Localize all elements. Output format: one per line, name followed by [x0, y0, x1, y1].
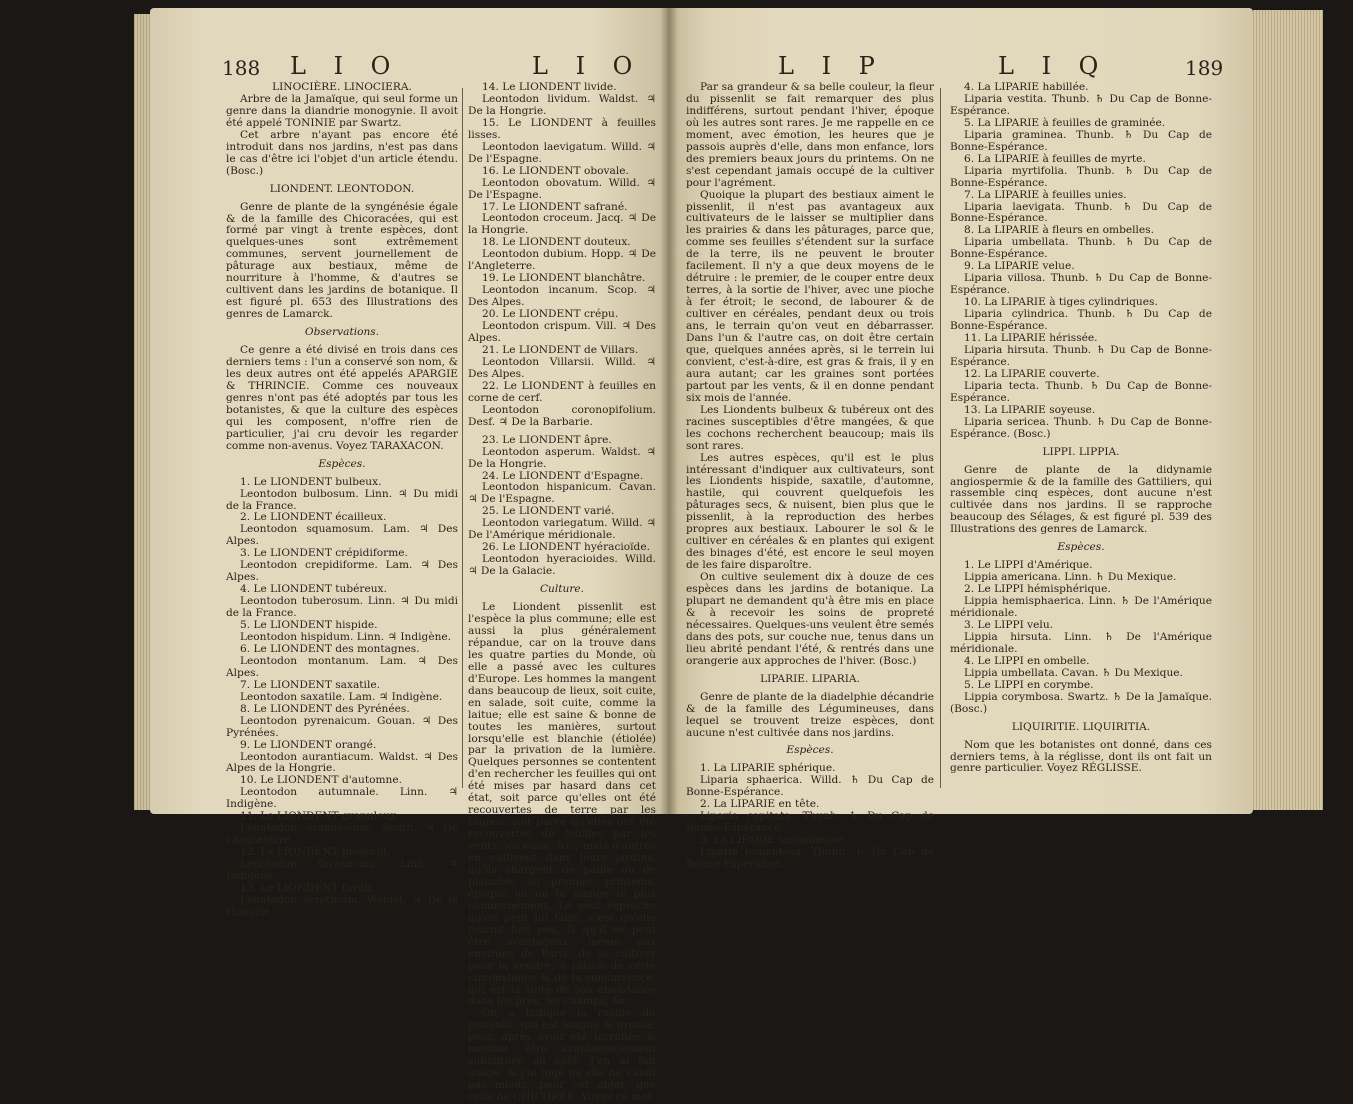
text-line: Leontodon pyrenaicum. Gouan. ♃ Des Pyrénées. — [226, 714, 458, 739]
text-line: 5. La LIPARIE à feuilles de graminée. — [964, 116, 1166, 129]
text-line: 23. Le LIONDENT âpre. — [482, 433, 612, 446]
text-line: Observations. — [304, 326, 380, 339]
text-line: 9. La LIPARIE velue. — [964, 260, 1075, 273]
text-line: Liparia vestita. Thunb. ♄ Du Cap de Bonne-Espérance. — [950, 92, 1212, 117]
text-line: Arbre de la Jamaïque, qui seul forme un genre dans la diandrie monogynie. Il avoit été appelé TONINIE par Swartz. — [226, 92, 458, 129]
text-line: Genre de plante de la diadelphie décandrie & de la famille des Légumineuses, dans lequel se trouvent treize espèces, dont aucune n'est cultivée dans nos jardins. — [686, 690, 934, 739]
text-line: Genre de plante de la syngénésie égale & de la famille des Chicoracées, qui est formé par vingt à trente espèces, dont quelques-unes sont extrêmement communes, servent journellement de pâturage aux bestiaux, même de nourriture à l'homme, & d'autres se cultivent dans les jardins de botanique. Il est figuré pl. 653 des Illustrations des genres de Lamarck. — [226, 200, 458, 321]
text-line: 12. Le LIONDENT pissenlit. — [240, 846, 391, 859]
running-head-right-2: L I Q — [998, 52, 1109, 80]
text-line: 2. La LIPARIE en tête. — [700, 798, 820, 811]
text-line: Espèces. — [1057, 541, 1105, 554]
text-line: Leontodon asperum. Waldst. ♃ De la Hongrie. — [468, 445, 656, 470]
text-line: 8. La LIPARIE à fleurs en ombelles. — [964, 224, 1154, 237]
text-line: Leontodon taraxacum. Linn. ♃ Indigène. — [226, 858, 458, 883]
page-number-left: 188 — [222, 56, 261, 80]
text-line: Leontodon laevigatum. Willd. ♃ De l'Espagne. — [468, 140, 656, 165]
text-line: Par sa grandeur & sa belle couleur, la fleur du pissenlit se fait remarquer des plus indifférens, surtout pendant l'hiver, époque où les autres sont rares. Je me rappelle en ce moment, avec émotion, les heures que je passois auprès d'elle, dans mon enfance, lors des premiers beaux jours du printems. On ne s'est cependant jamais occupé de la cultiver pour l'agrément. — [686, 81, 934, 189]
text-line: On a indiqué la racine du pissenlit, qui est longue & grosse, pour, après avoir été torréfiée & moulue, être avantageusement substituée au café. J'en ai fait usage, & j'ai jugé qu'elle ne valoit pas mieux, pour cet objet, que celle de CHICORÉE. Voyez ce mot. — [468, 1007, 656, 1104]
text-line: Liparia sericea. Thunb. ♄ Du Cap de Bonne-Espérance. (Bosc.) — [950, 415, 1212, 440]
text-line: Leontodon lividum. Waldst. ♃ De la Hongrie. — [468, 92, 656, 117]
text-line: Liparia cylindrica. Thunb. ♄ Du Cap de Bonne-Espérance. — [950, 308, 1212, 333]
text-line: 15. Le LIONDENT à feuilles lisses. — [468, 116, 656, 141]
text-line: Nom que les botanistes ont donné, dans ces derniers tems, à la réglisse, dont ils ont fait un genre particulier. Voyez RÉGLISSE. — [950, 738, 1212, 775]
right-page-edges — [1253, 10, 1323, 810]
text-line: Liparia graminea. Thunb. ♄ Du Cap de Bonne-Espérance. — [950, 128, 1212, 153]
text-line: Leontodon variegatum. Willd. ♃ De l'Amérique méridionale. — [468, 517, 656, 542]
text-line: Culture. — [539, 583, 585, 596]
text-line: 20. Le LIONDENT crépu. — [482, 308, 619, 321]
text-line: Leontodon granulosum. Smith. ♃ De l'Angleterre. — [226, 822, 458, 847]
text-line: 1. Le LIPPI d'Amérique. — [964, 559, 1093, 572]
running-head-left-2: L I O — [532, 52, 643, 80]
text-line: 2. Le LIPPI hémisphérique. — [964, 583, 1111, 596]
text-line: 16. Le LIONDENT obovale. — [482, 164, 629, 177]
text-line: Liparia umbellata. Thunb. ♄ Du Cap de Bonne-Espérance. — [950, 236, 1212, 261]
text-line: 1. Le LIONDENT bulbeux. — [240, 475, 382, 488]
text-line: Leontodon incanum. Scop. ♃ Des Alpes. — [468, 284, 656, 309]
text-line: 4. Le LIONDENT tubéreux. — [240, 583, 387, 596]
text-line: LIPPI. LIPPIA. — [1042, 445, 1120, 458]
text-line: LIPARIE. LIPARIA. — [760, 672, 860, 685]
left-page — [150, 8, 668, 1104]
text-line: Liparia tomentosa. Thunb. ♄ Du Cap de Bonne-Espérance. — [686, 846, 934, 871]
right-page — [668, 8, 1253, 871]
text-line: 18. Le LIONDENT douteux. — [482, 236, 631, 249]
right-page-column-1 — [686, 82, 934, 871]
text-line: 11. La LIPARIE hérissée. — [964, 332, 1098, 345]
left-page-edges — [134, 14, 150, 810]
text-line: 1. La LIPARIE sphérique. — [700, 762, 836, 775]
text-line: Leontodon aurantiacum. Waldst. ♃ Des Alpes de la Hongrie. — [226, 750, 458, 775]
text-line: 4. Le LIPPI en ombelle. — [964, 654, 1090, 667]
left-page-column-1 — [226, 82, 458, 919]
text-line: Liparia laevigata. Thunb. ♄ Du Cap de Bonne-Espérance. — [950, 200, 1212, 225]
text-line: 5. Le LIPPI en corymbe. — [964, 678, 1094, 691]
text-line: Quoique la plupart des bestiaux aiment le pissenlit, il n'est pas avantageux aux cultivateurs de le laisser se multiplier dans les prairies & dans les pâturages, parce que, comme ses feuilles s'étendent sur la surface de la terre, ils ne peuvent le brouter facilement. Il n'y a que deux moyens de le détruire : le premier, de le couper entre deux terres, à la sortie de l'hiver, avec une pioche à fer étroit; le second, de labourer & de cultiver en céréales, pendant deux ou trois ans, le terrain qu'on veut en débarrasser. Dans l'un & l'autre cas, on doit être certain que, quelques années après, si le terrein lui convient, c'est-à-dire, est gras & frais, il y en aura autant; car les graines sont portées partout par les vents, & il en donne pendant six mois de l'année. — [686, 188, 934, 404]
text-line: 17. Le LIONDENT safrané. — [482, 200, 628, 213]
text-line: 19. Le LIONDENT blanchâtre. — [482, 272, 646, 285]
text-line: 22. Le LIONDENT à feuilles en corne de cerf. — [468, 379, 656, 404]
text-line: Leontodon hispanicum. Cavan. ♃ De l'Espagne. — [468, 481, 656, 506]
text-line: 8. Le LIONDENT des Pyrénées. — [240, 702, 410, 715]
text-line: LIONDENT. LEONTODON. — [269, 182, 415, 195]
text-line: Leontodon squamosum. Lam. ♃ Des Alpes. — [226, 523, 458, 548]
text-line: Liparia myrtifolia. Thunb. ♄ Du Cap de Bonne-Espérance. — [950, 164, 1212, 189]
text-line: 3. Le LIONDENT crépidiforme. — [240, 547, 408, 560]
text-line: LINOCIÈRE. LINOCIERA. — [272, 81, 412, 93]
text-line: Lippia americana. Linn. ♄ Du Mexique. — [964, 571, 1177, 584]
text-line: 3. Le LIPPI velu. — [964, 618, 1054, 631]
text-line: Lippia hemisphaerica. Linn. ♄ De l'Amérique méridionale. — [950, 595, 1212, 620]
text-line: Liparia sphaerica. Willd. ♄ Du Cap de Bonne-Espérance. — [686, 774, 934, 799]
right-page-column-2 — [950, 82, 1212, 775]
text-line: 12. La LIPARIE couverte. — [964, 367, 1100, 380]
text-line: Genre de plante de la didynamie angiospermie & de la famille des Gattiliers, qui rassemble cinq espèces, dont aucune n'est cultivée dans nos jardins. Il se rapproche beaucoup des Sélages, & est figuré pl. 539 des Illustrations des genres de Lamarck. — [950, 463, 1212, 536]
text-line: Leontodon crepidiforme. Lam. ♃ Des Alpes. — [226, 559, 458, 584]
text-line: 2. Le LIONDENT écailleux. — [240, 511, 387, 524]
text-line: Leontodon serotinum. Waldst. ♃ De la Hongrie. — [226, 893, 458, 918]
text-line: 9. Le LIONDENT orangé. — [240, 738, 377, 751]
text-line: 13. Le LIONDENT tardif. — [240, 882, 375, 894]
text-line: 4. La LIPARIE habillée. — [964, 81, 1089, 93]
text-line: Les Liondents bulbeux & tubéreux ont des racines susceptibles d'être mangées, & que les cochons recherchent beaucoup; mais ils sont rares. — [686, 403, 934, 452]
running-head-right-1: L I P — [778, 52, 885, 80]
text-line: Liparia tecta. Thunb. ♄ Du Cap de Bonne-Espérance. — [950, 379, 1212, 404]
text-line: Leontodon hispidum. Linn. ♃ Indigène. — [240, 630, 452, 643]
text-line: Liparia hirsuta. Thunb. ♄ Du Cap de Bonne-Espérance. — [950, 343, 1212, 368]
text-line: Lippia hirsuta. Linn. ♄ De l'Amérique méridionale. — [950, 630, 1212, 655]
text-line: On cultive seulement dix à douze de ces espèces dans les jardins de botanique. La plupart ne demandent qu'à être mis en place & à recevoir les soins de propreté nécessaires. Quelques-uns veulent être semés dans des pots, sur couche nue, tenus dans un lieu abrité pendant l'été, & rentrés dans une orangerie aux approches de l'hiver. (Bosc.) — [686, 571, 934, 667]
text-line: Leontodon croceum. Jacq. ♃ De la Hongrie. — [468, 212, 656, 237]
text-line: 5. Le LIONDENT hispide. — [240, 619, 378, 632]
text-line: Leontodon obovatum. Willd. ♃ De l'Espagne. — [468, 176, 656, 201]
text-line: 10. Le LIONDENT d'automne. — [240, 774, 402, 787]
text-line: Lippia corymbosa. Swartz. ♄ De la Jamaïque. (Bosc.) — [950, 690, 1212, 715]
text-line: Leontodon dubium. Hopp. ♃ De l'Angleterre. — [468, 248, 656, 273]
text-line: 11. Le LIONDENT granuleux. — [240, 810, 400, 823]
text-line: Leontodon crispum. Vill. ♃ Des Alpes. — [468, 320, 656, 345]
text-line: Leontodon autumnale. Linn. ♃ Indigène. — [226, 786, 458, 811]
book-gutter — [660, 8, 678, 814]
text-line: Le Liondent pissenlit est l'espèce la plus commune; elle est aussi la plus généralement répandue, car on la trouve dans les quatre parties du Monde, où elle a passé avec les cultures d'Europe. Les hommes la mangent dans beaucoup de lieux, soit cuite, en salade, soit cuite, comme la laitue; elle est saine & bonne de toutes les manières, surtout lorsqu'elle est blanchie (étiolée) par la privation de la lumière. Quelques personnes se contentent d'en rechercher les feuilles qui ont été mises par hasard dans cet état, soit parce qu'elles ont été recouvertes de terre par les taupes, soit parce qu'elles ont été recouvertes de feuilles par les vents, les eaux, &c.; mais d'autres en cultivent dans leurs jardins, qu'ils chargent de paille ou de planches au premier printems, époque où on la mange le plus communément. Le seul reproche qu'on peut lui faire, c'est qu'elle fournit fort peu, & qu'il ne peut être avantageux, même aux environs de Paris, de la cultiver pour la vendre, à raison de cette circonstance & de la concurrence, qui est la suite de son abondance dans les prés, les champs, &c. — [468, 601, 656, 1008]
text-line: Leontodon coronopifolium. Desf. ♃ De la Barbarie. — [468, 403, 656, 428]
text-line: 21. Le LIONDENT de Villars. — [482, 343, 639, 356]
column-rule-left — [462, 88, 463, 788]
text-line: Leontodon bulbosum. Linn. ♃ Du midi de la France. — [226, 487, 458, 512]
text-line: Les autres espèces, qu'il est le plus intéressant d'indiquer aux cultivateurs, sont les Liondents hispide, saxatile, d'automne, hastile, qui couvrent quelquefois les pâturages secs, & nuisent, bien plus que le pissenlit, à la reproduction des herbes propres aux bestiaux. Labourer le sol & le cultiver en céréales & en plantes qui exigent des binages d'été, est encore le seul moyen de les faire disparoître. — [686, 451, 934, 572]
text-line: Espèces. — [318, 457, 366, 470]
text-line: Ce genre a été divisé en trois dans ces derniers tems : l'un a conservé son nom, & les deux autres ont été appelés APARGIE & THRINCIE. Comme ces nouveaux genres n'ont pas été adoptés par tous les botanistes, & que la culture des espèces qui les composent, n'offre rien de particulier, j'ai cru devoir les regarder comme non-avenus. Voyez TARAXACON. — [226, 344, 458, 452]
text-line: Leontodon hyeracioides. Willd. ♃ De la Galacie. — [468, 553, 656, 578]
column-rule-right — [940, 88, 941, 788]
text-line: 7. Le LIONDENT saxatile. — [240, 678, 380, 691]
text-line: 3. La LIPARIE lanugineuse. — [700, 834, 847, 847]
text-line: Cet arbre n'ayant pas encore été introduit dans nos jardins, n'est pas dans le cas d'être ici l'objet d'un article étendu. (Bosc.) — [226, 128, 458, 177]
text-line: 13. La LIPARIE soyeuse. — [964, 403, 1096, 416]
text-line: 10. La LIPARIE à tiges cylindriques. — [964, 296, 1158, 309]
text-line: Liparia capitata. Thunb. ♄ Du Cap de Bonne-Espérance. — [686, 810, 934, 835]
page-number-right: 189 — [1185, 56, 1224, 80]
text-line: Espèces. — [786, 744, 834, 757]
text-line: 14. Le LIONDENT livide. — [482, 81, 617, 93]
text-line: 6. La LIPARIE à feuilles de myrte. — [964, 152, 1146, 165]
text-line: LIQUIRITIE. LIQUIRITIA. — [1011, 720, 1151, 733]
text-line: Liparia villosa. Thunb. ♄ Du Cap de Bonne-Espérance. — [950, 272, 1212, 297]
text-line: 24. Le LIONDENT d'Espagne. — [482, 469, 644, 482]
text-line: Leontodon Villarsii. Willd. ♃ Des Alpes. — [468, 355, 656, 380]
text-line: 25. Le LIONDENT varié. — [482, 505, 615, 518]
text-line: Leontodon montanum. Lam. ♃ Des Alpes. — [226, 654, 458, 679]
left-page-column-2 — [468, 82, 656, 1104]
text-line: Leontodon saxatile. Lam. ♃ Indigène. — [240, 690, 443, 703]
text-line: Leontodon tuberosum. Linn. ♃ Du midi de la France. — [226, 595, 458, 620]
text-line: 7. La LIPARIE à feuilles unies. — [964, 188, 1127, 201]
text-line: 26. Le LIONDENT hyéracioïde. — [482, 541, 650, 554]
text-line: 6. Le LIONDENT des montagnes. — [240, 642, 420, 655]
text-line: Lippia umbellata. Cavan. ♄ Du Mexique. — [964, 666, 1183, 679]
running-head-left-1: L I O — [290, 52, 401, 80]
